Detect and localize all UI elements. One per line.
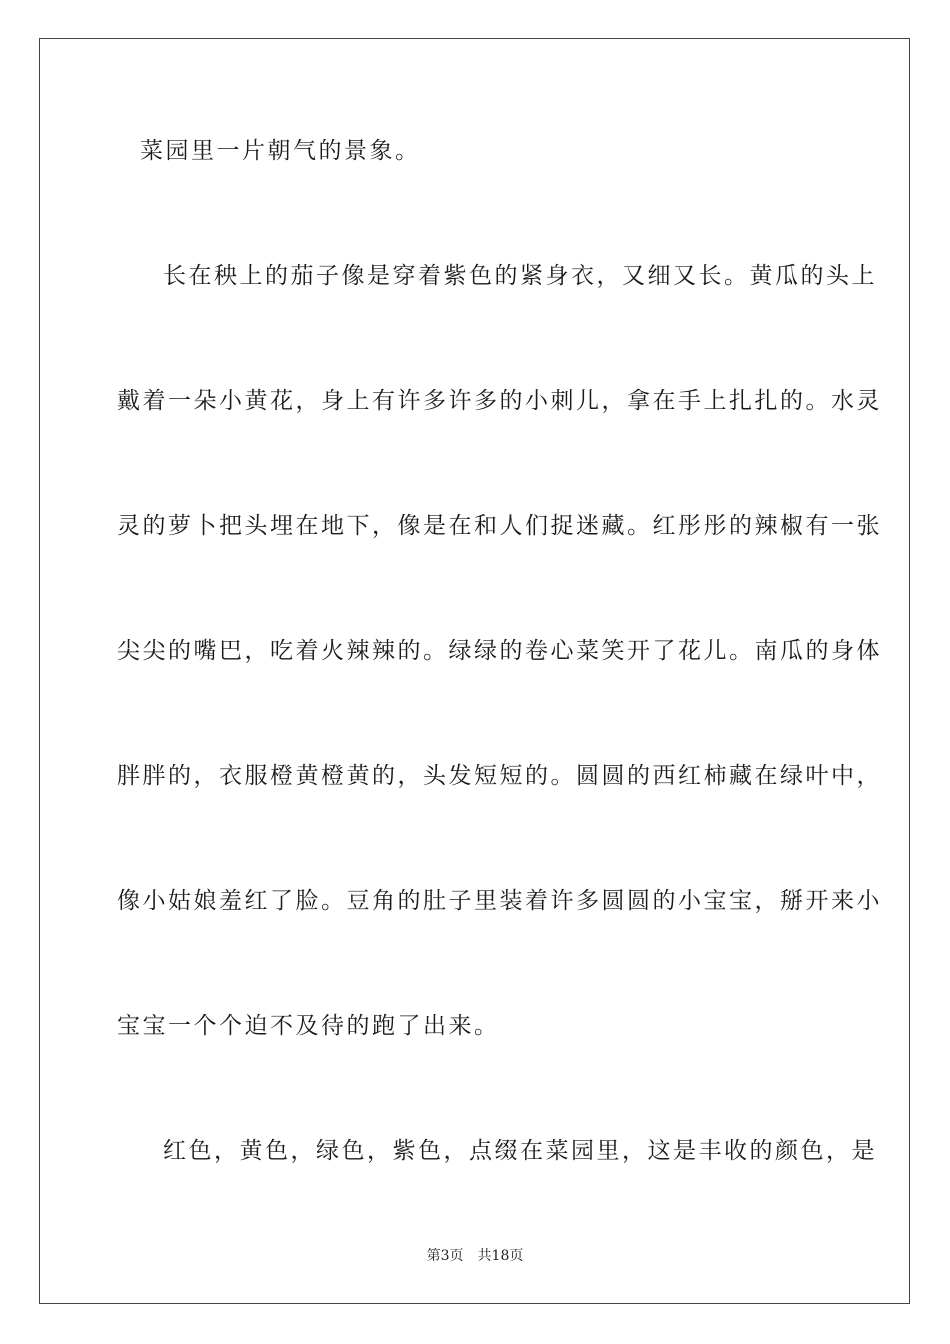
paragraph-line-6: 胖胖的，衣服橙黄橙黄的，头发短短的。圆圆的西红柿藏在绿叶中， bbox=[117, 763, 882, 789]
paragraph-line-1: 菜园里一片朝气的景象。 bbox=[140, 138, 421, 164]
page-number-footer: 第3页 共18页 bbox=[426, 1248, 524, 1264]
paragraph-line-3: 戴着一朵小黄花，身上有许多许多的小刺儿，拿在手上扎扎的。水灵 bbox=[117, 388, 882, 414]
paragraph-line-7: 像小姑娘羞红了脸。豆角的肚子里装着许多圆圆的小宝宝，掰开来小 bbox=[117, 888, 882, 914]
paragraph-line-9: 红色，黄色，绿色，紫色，点缀在菜园里，这是丰收的颜色，是 bbox=[163, 1138, 877, 1164]
page-border bbox=[39, 38, 910, 1304]
paragraph-line-8: 宝宝一个个迫不及待的跑了出来。 bbox=[117, 1013, 500, 1039]
paragraph-line-2: 长在秧上的茄子像是穿着紫色的紧身衣，又细又长。黄瓜的头上 bbox=[163, 263, 877, 289]
paragraph-line-5: 尖尖的嘴巴，吃着火辣辣的。绿绿的卷心菜笑开了花儿。南瓜的身体 bbox=[117, 638, 882, 664]
paragraph-line-4: 灵的萝卜把头埋在地下，像是在和人们捉迷藏。红彤彤的辣椒有一张 bbox=[117, 513, 882, 539]
